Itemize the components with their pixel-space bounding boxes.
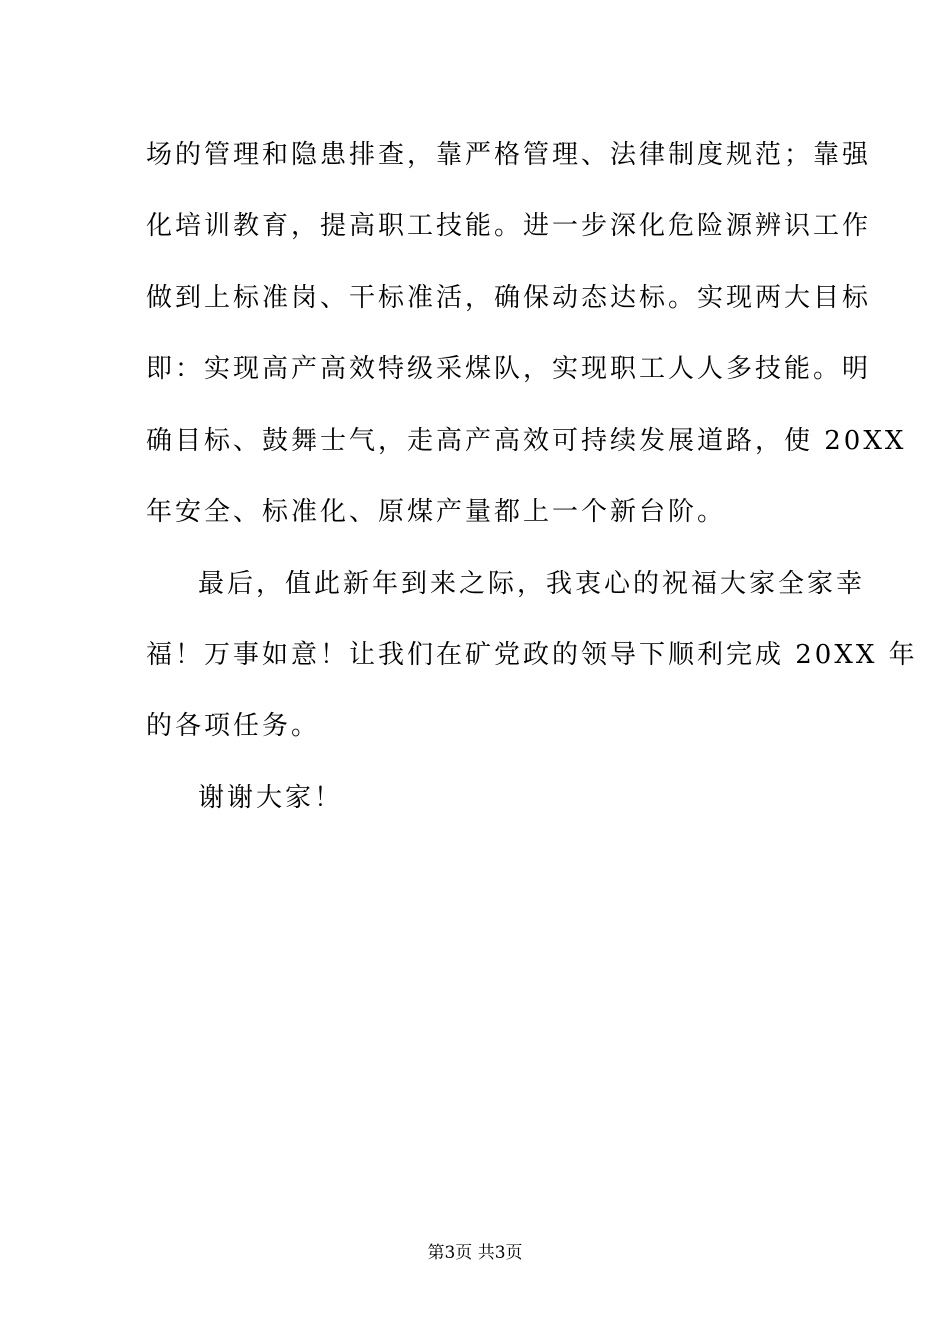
closing-line: 谢谢大家！ (198, 783, 344, 813)
page-footer: 第3页 共3页 (427, 1243, 523, 1263)
body-text-line: 的各项任务。 (146, 711, 321, 741)
paragraph-first-line: 最后，值此新年到来之际，我衷心的祝福大家全家幸 (198, 569, 866, 599)
body-text-line: 做到上标准岗、干标准活，确保动态达标。实现两大目标 (146, 283, 872, 313)
body-text-line: 年安全、标准化、原煤产量都上一个新台阶。 (146, 497, 727, 527)
body-text-line: 场的管理和隐患排查，靠严格管理、法律制度规范；靠强 (146, 140, 872, 170)
body-text-line: 化培训教育，提高职工技能。进一步深化危险源辨识工作 (146, 211, 872, 241)
body-text-line: 福！万事如意！让我们在矿党政的领导下顺利完成 20XX 年 (146, 640, 918, 670)
body-text-line: 即：实现高产高效特级采煤队，实现职工人人多技能。明 (146, 354, 872, 384)
body-text-line: 确目标、鼓舞士气，走高产高效可持续发展道路，使 20XX (146, 426, 907, 456)
